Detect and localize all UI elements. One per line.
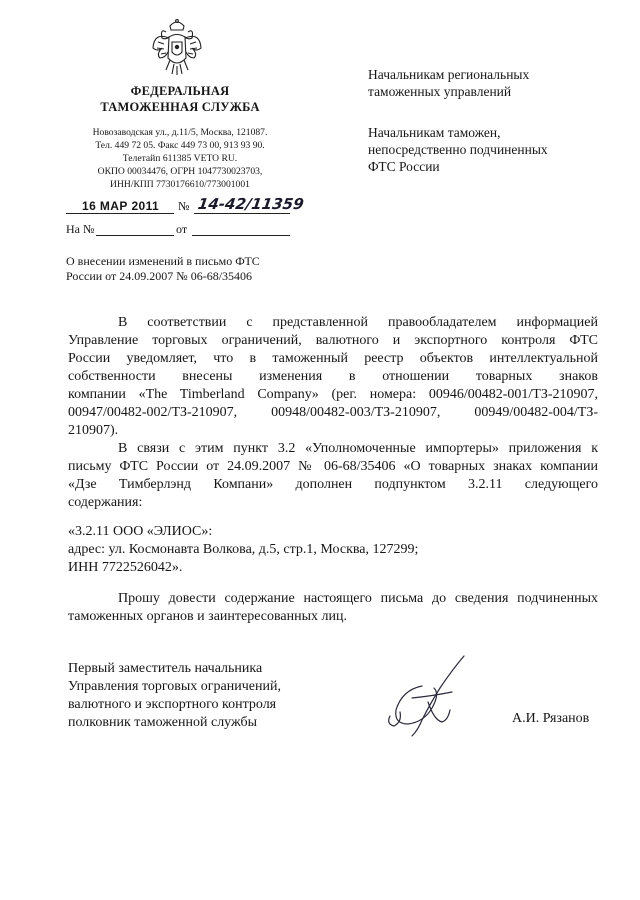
body-line: собственности внесены изменения в отношении товарных знаков [68, 369, 598, 384]
registration-date-underline [66, 213, 174, 214]
org-phone-fax: Тел. 449 72 05. Факс 449 73 00, 913 93 90. [95, 140, 265, 151]
recipient-line: непосредственно подчиненных [368, 142, 548, 157]
russian-coat-of-arms-icon [150, 18, 204, 76]
registration-number-label: № [178, 199, 190, 213]
reference-date-blank [192, 235, 290, 236]
registration-number-underline [194, 213, 290, 214]
reference-number-blank [96, 235, 174, 236]
org-okpo-ogrn: ОКПО 00034476, ОГРН 1047730023703, [97, 166, 263, 177]
body-line: компании «The Timberland Company» (рег. номера: 00946/00482-001/ТЗ-210907, [68, 387, 598, 402]
signatory-position-line: Управления торговых ограничений, [68, 679, 281, 694]
body-line: 210907). [68, 423, 119, 438]
org-address: Новозаводская ул., д.11/5, Москва, 121087. [92, 127, 268, 138]
org-name-line1: ФЕДЕРАЛЬНАЯ [130, 84, 230, 98]
body-line: письму ФТС России от 24.09.2007 № 06-68/35406 «О товарных знаках компании [68, 459, 598, 474]
signatory-name: А.И. Рязанов [512, 711, 590, 726]
quote-line: «3.2.11 ООО «ЭЛИОС»: [68, 524, 213, 539]
body-line: «Дзе Тимберлэнд Компани» дополнен подпунктом 3.2.11 следующего [68, 477, 598, 492]
body-line: таможенных органов и заинтересованных лиц. [68, 609, 347, 624]
body-line: Прошу довести содержание настоящего письма до сведения подчиненных [118, 591, 598, 606]
signatory-position-line: валютного и экспортного контроля [68, 697, 277, 712]
handwritten-signature [382, 650, 478, 746]
signatory-position-line: Первый заместитель начальника [68, 661, 263, 676]
body-line: Управление торговых ограничений, валютного и экспортного контроля ФТС [68, 333, 598, 348]
body-line: содержания: [68, 495, 143, 510]
quote-line: адрес: ул. Космонавта Волкова, д.5, стр.1, Москва, 127299; [68, 542, 419, 557]
reference-from-label: от [176, 222, 188, 236]
body-line: В связи с этим пункт 3.2 «Уполномоченные импортеры» приложения к [118, 441, 598, 456]
recipient-line: ФТС России [368, 159, 440, 174]
recipient-line: Начальникам таможен, [368, 125, 501, 140]
org-name-line2: ТАМОЖЕННАЯ СЛУЖБА [100, 100, 260, 114]
org-inn-kpp: ИНН/КПП 7730176610/773001001 [110, 179, 250, 190]
subject-line: О внесении изменений в письмо ФТС [66, 254, 260, 268]
registration-number-handwritten: 14-42/11359 [196, 195, 305, 213]
recipient-line: таможенных управлений [368, 84, 512, 99]
reference-number-label: На № [66, 222, 95, 236]
signatory-position-line: полковник таможенной службы [68, 715, 258, 730]
registration-date-stamp: 16 МАР 2011 [82, 199, 160, 213]
body-line: В соответствии с представленной правообладателем информацией [118, 315, 598, 330]
subject-line: России от 24.09.2007 № 06-68/35406 [66, 269, 253, 283]
org-teletype: Телетайп 611385 VETO RU. [122, 153, 238, 164]
body-line: 00947/00482-002/ТЗ-210907, 00948/00482-003/ТЗ-210907, 00949/00482-004/ТЗ- [68, 405, 598, 420]
body-line: России уведомляет, что в таможенный реестр объектов интеллектуальной [68, 351, 598, 366]
quote-line: ИНН 7722526042». [68, 560, 183, 575]
recipient-line: Начальникам региональных [368, 67, 530, 82]
